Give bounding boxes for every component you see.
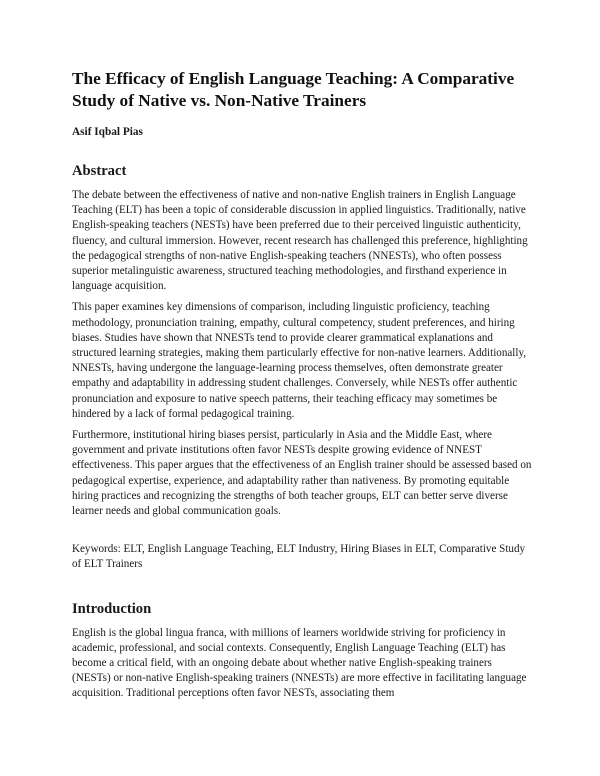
introduction-heading: Introduction	[72, 600, 152, 617]
abstract-paragraph: Furthermore, institutional hiring biases persist, particularly in Asia and the Middle East, where government and private institutions often favor NESTs despite growing evidence of NNEST effectiveness. This paper argues that the effectiveness of an English trainer should be assessed based on pedagogical expertise, experience, and adaptability rather than nativeness. By promoting equitable hiring practices and recognizing the strengths of both teacher groups, ELT can better serve diverse learner needs and global communication goals.	[72, 429, 532, 518]
keywords-line: Keywords: ELT, English Language Teaching, ELT Industry, Hiring Biases in ELT, Comparative Study of ELT Trainers	[72, 543, 526, 571]
introduction-paragraph: English is the global lingua franca, with millions of learners worldwide striving for proficiency in academic, professional, and social contexts. Consequently, English Language Teaching (ELT) has become a critical field, with an ongoing debate about whether native English-speaking trainers (NESTs) or non-native English-speaking trainers (NNESTs) are more effective in facilitating language acquisition. Traditional perceptions often favor NESTs, associating them	[72, 626, 527, 700]
paper-page	[72, 68, 532, 702]
abstract-paragraph: The debate between the effectiveness of native and non-native English trainers in English Language Teaching (ELT) has been a topic of considerable discussion in applied linguistics. Traditionally, native English-speaking teachers (NESTs) have been preferred due to their perceived linguistic authenticity, fluency, and cultural immersion. However, recent research has challenged this preference, highlighting the pedagogical strengths of non-native English-speaking teachers (NNESTs), who often possess superior metalinguistic awareness, structured teaching methodologies, and firsthand experience in language acquisition.	[72, 189, 528, 293]
paper-title: The Efficacy of English Language Teaching: A Comparative Study of Native vs. Non-Native Trainers	[72, 69, 515, 110]
abstract-heading: Abstract	[72, 163, 127, 179]
author-name: Asif Iqbal Pias	[72, 126, 143, 138]
abstract-paragraph: This paper examines key dimensions of comparison, including linguistic proficiency, teaching methodology, pronunciation training, empathy, cultural competency, student preferences, and hiring biases. Studies have shown that NNESTs tend to provide clearer grammatical explanations and structured learning strategies, making them particularly effective for non-native learners. Additionally, NNESTs, having undergone the language-learning process themselves, often demonstrate greater empathy and adaptability in addressing student challenges. Conversely, while NESTs offer authentic pronunciation and exposure to native speech patterns, their teaching efficacy may sometimes be hindered by a lack of formal pedagogical training.	[72, 301, 527, 420]
